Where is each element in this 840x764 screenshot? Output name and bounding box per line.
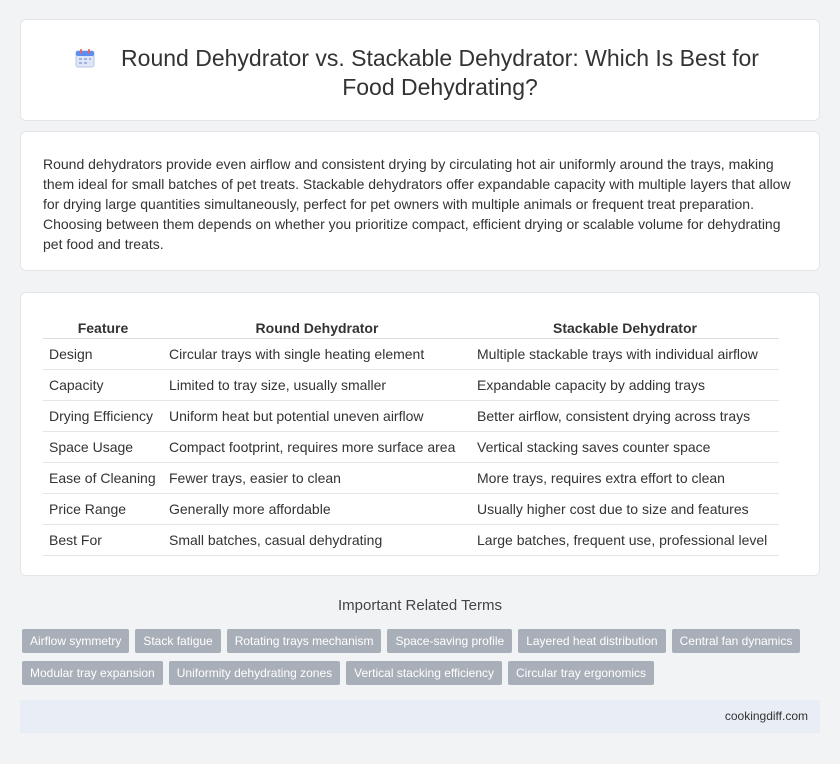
table-row <box>43 338 779 369</box>
round-cell: Compact footprint, requires more surface area <box>163 431 471 462</box>
feature-cell: Design <box>43 338 163 369</box>
page-title: Round Dehydrator vs. Stackable Dehydrator: Which Is Best for Food Dehydrating? <box>121 45 759 100</box>
column-header-stackable: Stackable Dehydrator <box>471 318 779 338</box>
related-term-tag[interactable]: Central fan dynamics <box>672 629 801 653</box>
stackable-cell: Expandable capacity by adding trays <box>471 369 779 400</box>
table-row <box>43 431 779 462</box>
related-term-tag[interactable]: Layered heat distribution <box>518 629 665 653</box>
stackable-cell: Usually higher cost due to size and features <box>471 493 779 524</box>
feature-cell: Space Usage <box>43 431 163 462</box>
feature-cell: Ease of Cleaning <box>43 462 163 493</box>
round-cell: Uniform heat but potential uneven airflow <box>163 400 471 431</box>
related-terms-title: Important Related Terms <box>338 597 502 614</box>
related-terms-list <box>22 629 822 693</box>
round-cell: Limited to tray size, usually smaller <box>163 369 471 400</box>
feature-cell: Capacity <box>43 369 163 400</box>
stackable-cell: Multiple stackable trays with individual airflow <box>471 338 779 369</box>
header-card <box>20 19 820 121</box>
table-row <box>43 524 779 555</box>
stackable-cell: More trays, requires extra effort to clean <box>471 462 779 493</box>
related-term-tag[interactable]: Space-saving profile <box>387 629 512 653</box>
table-row <box>43 369 779 400</box>
table-header-row <box>43 318 779 338</box>
round-cell: Generally more affordable <box>163 493 471 524</box>
related-term-tag[interactable]: Vertical stacking efficiency <box>346 661 502 685</box>
related-term-tag[interactable]: Rotating trays mechanism <box>227 629 382 653</box>
related-term-tag[interactable]: Modular tray expansion <box>22 661 163 685</box>
feature-cell: Best For <box>43 524 163 555</box>
column-header-feature: Feature <box>43 318 163 338</box>
footer-bar <box>20 700 820 733</box>
feature-cell: Price Range <box>43 493 163 524</box>
round-cell: Circular trays with single heating element <box>163 338 471 369</box>
related-term-tag[interactable]: Circular tray ergonomics <box>508 661 654 685</box>
round-cell: Fewer trays, easier to clean <box>163 462 471 493</box>
stackable-cell: Better airflow, consistent drying across trays <box>471 400 779 431</box>
summary-paragraph: Round dehydrators provide even airflow and consistent drying by circulating hot air uniformly around the trays, making them ideal for small batches of pet treats. Stackable dehydrators offer expandable capacity with multiple layers that allow for drying large quantities simultaneously, perfect for pet owners with multiple animals or frequent treat preparation. Choosing between them depends on whether you prioritize compact, efficient drying or scalable volume for dehydrating pet food and treats. <box>43 156 791 252</box>
stackable-cell: Vertical stacking saves counter space <box>471 431 779 462</box>
summary-card <box>20 131 820 271</box>
stackable-cell: Large batches, frequent use, professional level <box>471 524 779 555</box>
related-term-tag[interactable]: Airflow symmetry <box>22 629 129 653</box>
related-term-tag[interactable]: Stack fatigue <box>135 629 220 653</box>
feature-cell: Drying Efficiency <box>43 400 163 431</box>
comparison-table <box>43 318 779 556</box>
column-header-round: Round Dehydrator <box>163 318 471 338</box>
round-cell: Small batches, casual dehydrating <box>163 524 471 555</box>
comparison-card <box>20 292 820 576</box>
table-row <box>43 462 779 493</box>
related-term-tag[interactable]: Uniformity dehydrating zones <box>169 661 340 685</box>
site-link[interactable]: cookingdiff.com <box>724 709 808 723</box>
table-row <box>43 493 779 524</box>
table-row <box>43 400 779 431</box>
